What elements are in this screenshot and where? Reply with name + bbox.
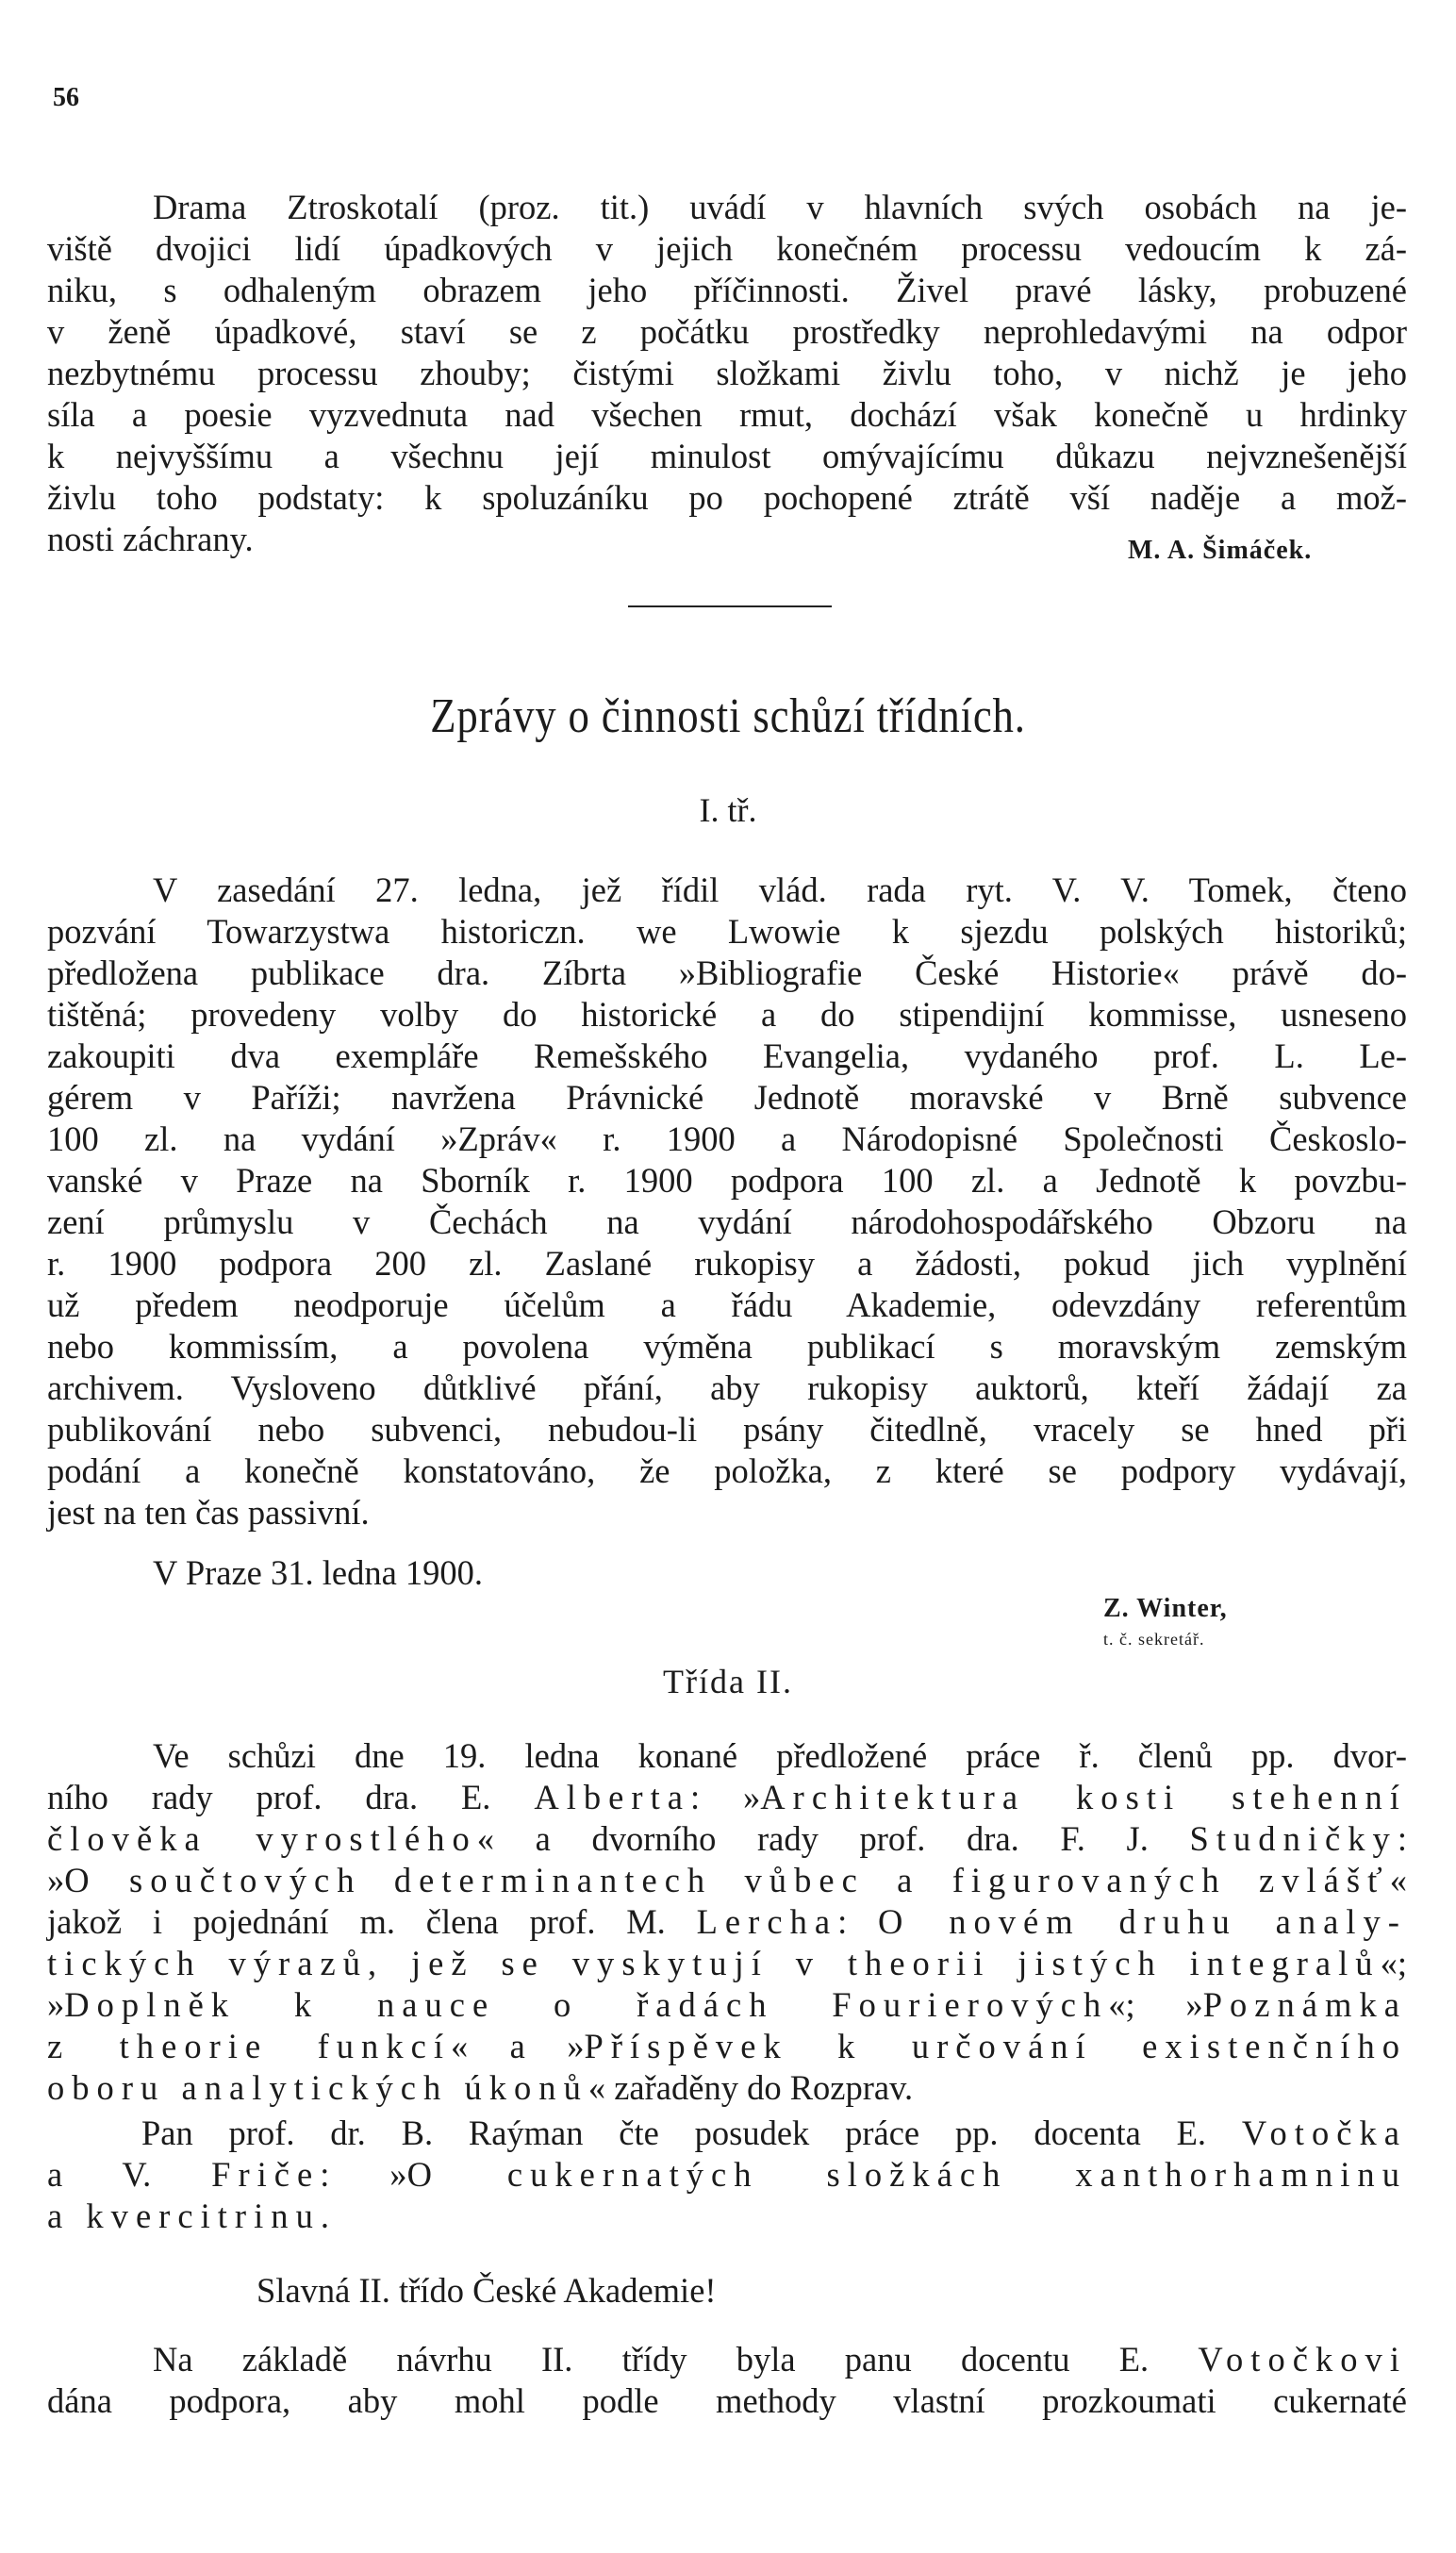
class1-line-2: pozvání Towarzystwa historiczn. we Lwowie k sjezdu polských historiků;: [47, 912, 1407, 951]
class1-signature-title: t. č. sekretář.: [1103, 1630, 1205, 1649]
class1-line-4: tištěná; provedeny volby do historické a do stipendijní kommisse, usneseno: [47, 995, 1407, 1034]
class1-line-7: 100 zl. na vydání »Zpráv« r. 1900 a Národopisné Společnosti Českoslo-: [47, 1119, 1407, 1158]
review-line-3: niku, s odhaleným obrazem jeho příčinnosti. Živel pravé lásky, probuzené: [47, 271, 1407, 309]
review-line-6: síla a poesie vyzvednuta nad všechen rmut, dochází však konečně u hrdinky: [47, 395, 1407, 434]
section-divider: [628, 605, 832, 607]
section-title: Zprávy o činnosti schůzí třídních.: [430, 689, 1026, 743]
class1-line-8: vanské v Praze na Sborník r. 1900 podpora 100 zl. a Jednotě k povzbu-: [47, 1161, 1407, 1200]
class2-p2-line-3: a kvercitrinu.: [47, 2197, 329, 2235]
review-line-9: nosti záchrany.: [47, 520, 254, 558]
class1-line-14: publikování nebo subvenci, nebudou-li psány čitedlně, vracely se hned při: [47, 1410, 1407, 1449]
class1-line-10: r. 1900 podpora 200 zl. Zaslané rukopisy a žádosti, pokud jich vyplnění: [47, 1244, 1407, 1283]
class2-p1-line-2: ního rady prof. dra. E. Alberta: »Architektura kosti stehenní: [47, 1778, 1407, 1816]
review-line-1: Drama Ztroskotalí (proz. tit.) uvádí v hlavních svých osobách na je-: [153, 188, 1407, 226]
class1-line-5: zakoupiti dva exempláře Remešského Evangelia, vydaného prof. L. Le-: [47, 1036, 1407, 1075]
class2-p3-line-2: dána podpora, aby mohl podle methody vlastní prozkoumati cukernaté: [47, 2381, 1407, 2420]
class1-heading: I. tř.: [699, 791, 757, 829]
class2-p2-line-2: a V. Friče: »O cukernatých složkách xanthorhamninu: [47, 2155, 1407, 2194]
class1-line-9: zení průmyslu v Čechách na vydání národohospodářského Obzoru na: [47, 1202, 1407, 1241]
class2-p1-line-4: »O součtových determinantech vůbec a figurovaných zvlášť«: [47, 1861, 1407, 1899]
class1-line-12: nebo kommissím, a povolena výměna publikací s moravským zemským: [47, 1327, 1407, 1366]
page-number: 56: [53, 83, 79, 112]
class2-p1-line-9: oboru analytických úkonů« zařaděny do Rozprav.: [47, 2068, 914, 2107]
review-line-4: v ženě úpadkové, staví se z počátku prostředky neprohledavými na odpor: [47, 312, 1407, 351]
review-line-7: k nejvyššímu a všechnu její minulost omývajícímu důkazu nejvznešenější: [47, 437, 1407, 475]
review-line-5: nezbytnému processu zhouby; čistými složkami živlu toho, v nichž je jeho: [47, 354, 1407, 392]
class1-line-15: podání a konečně konstatováno, že položka, z které se podpory vydávají,: [47, 1451, 1407, 1490]
class2-p1-line-3: člověka vyrostlého« a dvorního rady prof. dra. F. J. Studničky:: [47, 1819, 1407, 1858]
class2-salutation: Slavná II. třído České Akademie!: [256, 2271, 717, 2310]
class2-p3-line-1: Na základě návrhu II. třídy byla panu docentu E. Votočkovi: [153, 2340, 1407, 2379]
class1-line-11: už předem neodporuje účelům a řádu Akademie, odevzdány referentům: [47, 1285, 1407, 1324]
review-line-8: živlu toho podstaty: k spoluzáníku po pochopené ztrátě vší naděje a mož-: [47, 478, 1407, 517]
class1-signature: Z. Winter,: [1103, 1594, 1228, 1623]
review-line-2: viště dvojici lidí úpadkových v jejich konečném processu vedoucím k zá-: [47, 229, 1407, 268]
class2-p1-line-6: tických výrazů, jež se vyskytují v theorii jistých integralů«;: [47, 1944, 1407, 1982]
class1-line-6: gérem v Paříži; navržena Právnické Jednotě moravské v Brně subvence: [47, 1078, 1407, 1117]
class1-line-13: archivem. Vysloveno důtklivé přání, aby rukopisy auktorů, kteří žádají za: [47, 1368, 1407, 1407]
class2-p1-line-5: jakož i pojednání m. člena prof. M. Lercha: O novém druhu analy-: [47, 1902, 1407, 1941]
class2-p1-line-7: »Doplněk k nauce o řadách Fourierových«; »Poznámka: [47, 1985, 1407, 2024]
class2-heading: Třída II.: [663, 1663, 793, 1700]
class1-date: V Praze 31. ledna 1900.: [153, 1553, 484, 1592]
class1-line-16: jest na ten čas passivní.: [47, 1493, 370, 1532]
class2-p1-line-8: z theorie funkcí« a »Příspěvek k určování existenčního: [47, 2027, 1408, 2065]
class1-line-3: předložena publikace dra. Zíbrta »Bibliografie České Historie« právě do-: [47, 953, 1407, 992]
class1-line-1: V zasedání 27. ledna, jež řídil vlád. rada ryt. V. V. Tomek, čteno: [153, 870, 1407, 909]
class2-p2-line-1: Pan prof. dr. B. Raýman čte posudek práce pp. docenta E. Votočka: [141, 2114, 1407, 2152]
review-signature: M. A. Šimáček.: [1128, 536, 1313, 565]
class2-p1-line-1: Ve schůzi dne 19. ledna konané předložené práce ř. členů pp. dvor-: [153, 1736, 1407, 1775]
